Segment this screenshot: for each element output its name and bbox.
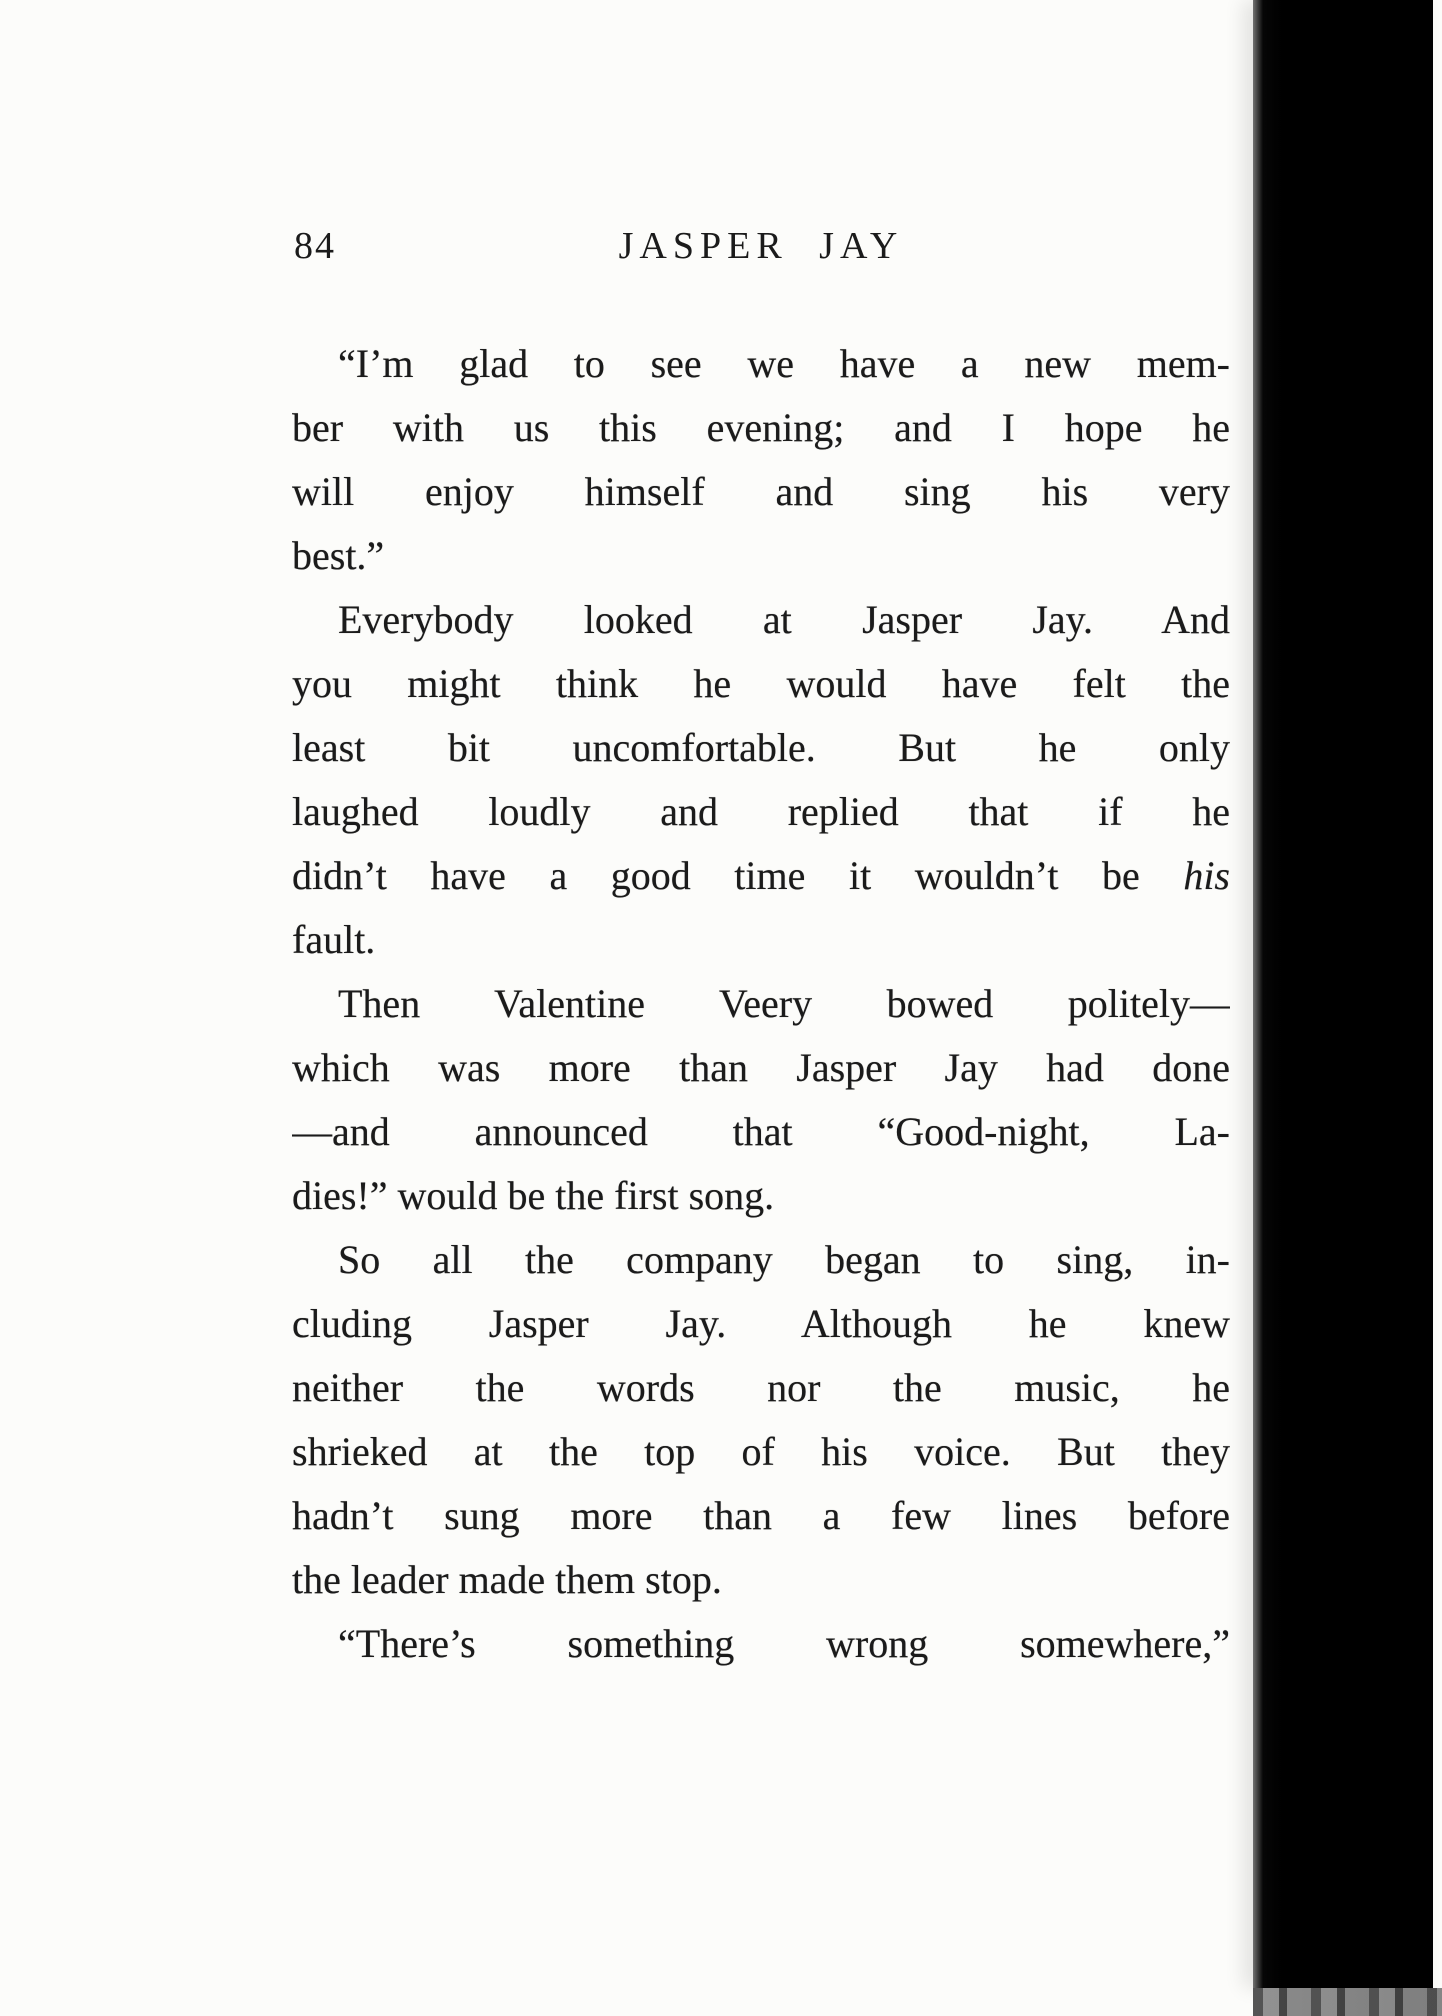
text-line: So all the company began to sing, in- [338,1237,1230,1282]
text-line: neither the words nor the music, he [292,1365,1230,1410]
text-line: dies!” would be the first song. [292,1173,775,1218]
page-body [292,332,1230,1676]
text-line: fault. [292,917,376,962]
text-line: will enjoy himself and sing his very [292,469,1230,514]
text-line: best.” [292,533,385,578]
text-line: you might think he would have felt the [292,661,1230,706]
text-line: Everybody looked at Jasper Jay. And [338,597,1230,642]
text-line: “I’m glad to see we have a new mem- [338,341,1230,386]
chapter-running-title: JASPER JAY [618,225,904,267]
text-line: didn’t have a good time it wouldn’t be his [292,853,1230,898]
paragraph [292,972,1230,1228]
paragraph [292,1612,1230,1676]
text-line: which was more than Jasper Jay had done [292,1045,1230,1090]
page-content [292,222,1230,1676]
running-header [292,222,1230,270]
text-line: cluding Jasper Jay. Although he knew [292,1301,1230,1346]
page-number: 84 [294,225,336,267]
paragraph [292,1228,1230,1612]
binding-shadow-bar [1253,0,1433,1988]
text-line: least bit uncomfortable. But he only [292,725,1230,770]
text-line: hadn’t sung more than a few lines before [292,1493,1230,1538]
text-line: “There’s something wrong somewhere,” [338,1621,1230,1666]
page-edge-strip [1253,1988,1442,2016]
text-line: the leader made them stop. [292,1557,722,1602]
paragraph [292,588,1230,972]
text-line: ber with us this evening; and I hope he [292,405,1230,450]
text-line: —and announced that “Good-night, La- [292,1109,1230,1154]
paragraph [292,332,1230,588]
text-line: laughed loudly and replied that if he [292,789,1230,834]
text-line: Then Valentine Veery bowed politely— [338,981,1230,1026]
text-line: shrieked at the top of his voice. But they [292,1429,1230,1474]
